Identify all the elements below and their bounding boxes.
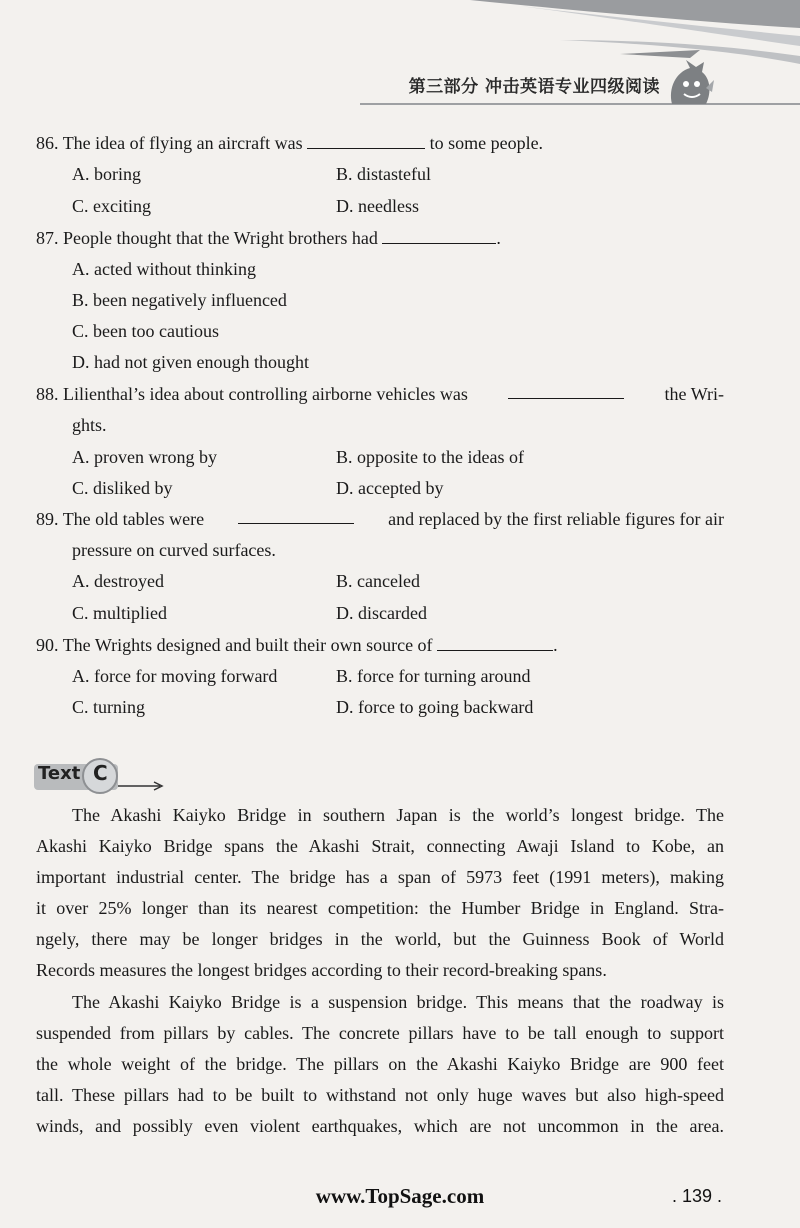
passage-line: the whole weight of the bridge. The pillars on the Akashi Kaiyko Bridge are 900 feet bbox=[36, 1054, 724, 1074]
question-88-option-c: C. disliked by bbox=[72, 478, 173, 498]
passage-line: ngely, there may be longer bridges in the world, but the Guinness Book of World bbox=[36, 929, 724, 949]
page-number: . 139 . bbox=[672, 1186, 723, 1206]
question-88-option-d: D. accepted by bbox=[336, 478, 444, 498]
question-86-stem: 86. The idea of flying an aircraft was to some people. bbox=[36, 133, 544, 153]
passage-line: it over 25% longer than its nearest competition: the Humber Bridge in England. Stra- bbox=[36, 898, 724, 918]
answer-blank bbox=[382, 227, 496, 244]
passage-line: winds, and possibly even violent earthquakes, which are not uncommon in the area. bbox=[36, 1116, 724, 1136]
question-90-option-d: D. force to going backward bbox=[336, 697, 534, 717]
question-88-stem-continued: ghts. bbox=[72, 415, 107, 435]
question-88-stem: 88. Lilienthal’s idea about controlling airborne vehicles was the Wri- bbox=[36, 384, 724, 404]
question-89-option-c: C. multiplied bbox=[72, 603, 168, 623]
question-87-option-b: B. been negatively influenced bbox=[72, 290, 287, 310]
question-88-option-b: B. opposite to the ideas of bbox=[336, 447, 524, 467]
question-86-option-d: D. needless bbox=[336, 196, 419, 216]
header-title: 第三部分 冲击英语专业四级阅读 bbox=[408, 77, 660, 97]
answer-blank bbox=[307, 132, 425, 149]
question-87-option-a: A. acted without thinking bbox=[72, 259, 256, 279]
question-87-option-d: D. had not given enough thought bbox=[72, 352, 309, 372]
section-label: Text bbox=[38, 763, 81, 784]
footer-url: www.TopSage.com bbox=[315, 1184, 485, 1208]
mascot-icon bbox=[664, 58, 714, 110]
section-letter: C bbox=[93, 761, 108, 785]
passage-line: tall. These pillars had to be built to withstand not only huge waves but also high-speed bbox=[36, 1085, 724, 1105]
passage-line: suspended from pillars by cables. The concrete pillars have to be tall enough to support bbox=[36, 1023, 724, 1043]
answer-blank bbox=[508, 382, 624, 399]
question-90-stem: 90. The Wrights designed and built their own source of . bbox=[36, 635, 558, 655]
passage-line: Records measures the longest bridges according to their record-breaking spans. bbox=[36, 960, 607, 980]
passage-line: The Akashi Kaiyko Bridge is a suspension bridge. This means that the roadway is bbox=[72, 992, 724, 1012]
question-89-option-d: D. discarded bbox=[336, 603, 427, 623]
question-88-option-a: A. proven wrong by bbox=[72, 447, 217, 467]
question-89-option-b: B. canceled bbox=[336, 571, 420, 591]
passage-line: Akashi Kaiyko Bridge spans the Akashi Strait, connecting Awaji Island to Kobe, an bbox=[36, 836, 724, 856]
question-89-option-a: A. destroyed bbox=[72, 571, 164, 591]
question-90-option-b: B. force for turning around bbox=[336, 666, 531, 686]
question-90-option-a: A. force for moving forward bbox=[72, 666, 278, 686]
question-89-stem-continued: pressure on curved surfaces. bbox=[72, 540, 276, 560]
question-86-option-c: C. exciting bbox=[72, 196, 151, 216]
passage-line: The Akashi Kaiyko Bridge in southern Japan is the world’s longest bridge. The bbox=[72, 805, 724, 825]
question-90-option-c: C. turning bbox=[72, 697, 146, 717]
question-86-option-a: A. boring bbox=[72, 164, 141, 184]
answer-blank bbox=[437, 634, 553, 651]
question-89-stem: 89. The old tables were and replaced by the first reliable figures for air bbox=[36, 509, 724, 529]
question-86-option-b: B. distasteful bbox=[336, 164, 431, 184]
passage-line: important industrial center. The bridge has a span of 5973 feet (1991 meters), making bbox=[36, 867, 724, 887]
answer-blank bbox=[238, 507, 354, 524]
question-87-option-c: C. been too cautious bbox=[72, 321, 219, 341]
question-87-stem: 87. People thought that the Wright brothers had . bbox=[36, 228, 501, 248]
